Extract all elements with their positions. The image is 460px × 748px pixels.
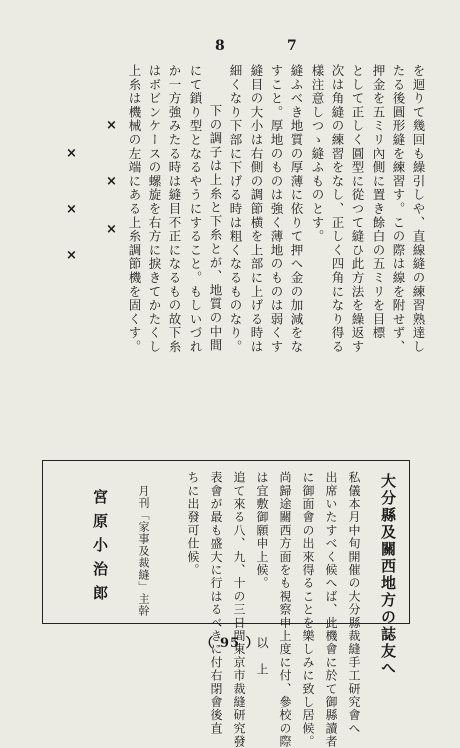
cross-mark: × [66, 202, 77, 217]
page-number: （ 95 ） [200, 636, 260, 651]
notice-line: 尚歸途關西方面をも視察申上度に付、參校の際 [278, 471, 292, 748]
text-column: 細くなり下部に下げる時は粗くなるものなり。 [228, 64, 243, 354]
cross-mark: × [106, 118, 117, 133]
notice-line: は宜敷御願申上候。 以 上 [255, 471, 269, 677]
cross-mark: × [66, 248, 77, 263]
cross-mark: × [66, 146, 77, 161]
text-column: か一方強みたる時は縫目不正になるもの故下糸 [167, 64, 182, 354]
notice-line: 私儀本月中旬開催の大分縣裁縫手工研究會へ [347, 471, 361, 735]
stitch-diagram [62, 110, 122, 270]
figure-label-7: 7 [287, 38, 297, 54]
text-column: を迴りて幾回も繰引しや、直線縫の練習熟達し [411, 64, 426, 354]
notice-title: 大分縣及關西地方の誌友へ [379, 473, 397, 677]
text-column: はボビンケースの螺旋を右方に捩きてかたくし [147, 64, 162, 354]
body-text [112, 64, 428, 450]
author-name: 宮原小治郎 [91, 489, 109, 609]
notice-line: 出席いたすべく候へば、此機會に於て御縣讀者 [324, 471, 338, 748]
notice-line: 追て來る八、九、十の三日間東京市裁縫研究發 [232, 471, 246, 748]
cross-mark: × [106, 222, 117, 237]
text-column: すこと。厚地のものは強く薄地のものは弱くす [269, 64, 284, 354]
notice-line: ちに出發可仕候。 [186, 471, 200, 577]
notice-line: に御面會の出來得ることを樂しみに致し居候。 [301, 471, 315, 748]
text-column: にて鎖り型となるやうにすること。もしいづれ [188, 64, 203, 354]
text-column: 押金を五ミリ內側に置き餘白の五ミリを目標 [371, 64, 386, 340]
notice-line: 表會が最も盛大に行はるべきに付右閉會後直 [209, 471, 223, 735]
text-column: 樣注意しつゝ縫ふものとす。 [310, 64, 325, 244]
text-column: として正しく圓型に從つて縫ひ此方法を繰返す [350, 64, 365, 354]
text-column: 上糸は機械の左端にある上糸調節機を固くす。 [127, 64, 142, 354]
text-column: 下の調子は上糸と下糸とが、地質の中間 [208, 104, 223, 353]
publisher-label: 月刊「家事及裁縫」主幹 [137, 485, 150, 617]
text-column: 縫目の大小は右側の調節横を上部に上げる時は [249, 64, 264, 354]
text-column: たる後圓形縫を練習す。この際は線を附せず、 [391, 64, 406, 354]
figure-label-8: 8 [215, 38, 225, 54]
cross-mark: × [106, 174, 117, 189]
text-column: 縫ふべき地質の厚薄に依りて押へ金の加減をな [289, 64, 304, 354]
text-column: 次は角縫の練習をなし、正しく四角になり得る [330, 64, 345, 354]
